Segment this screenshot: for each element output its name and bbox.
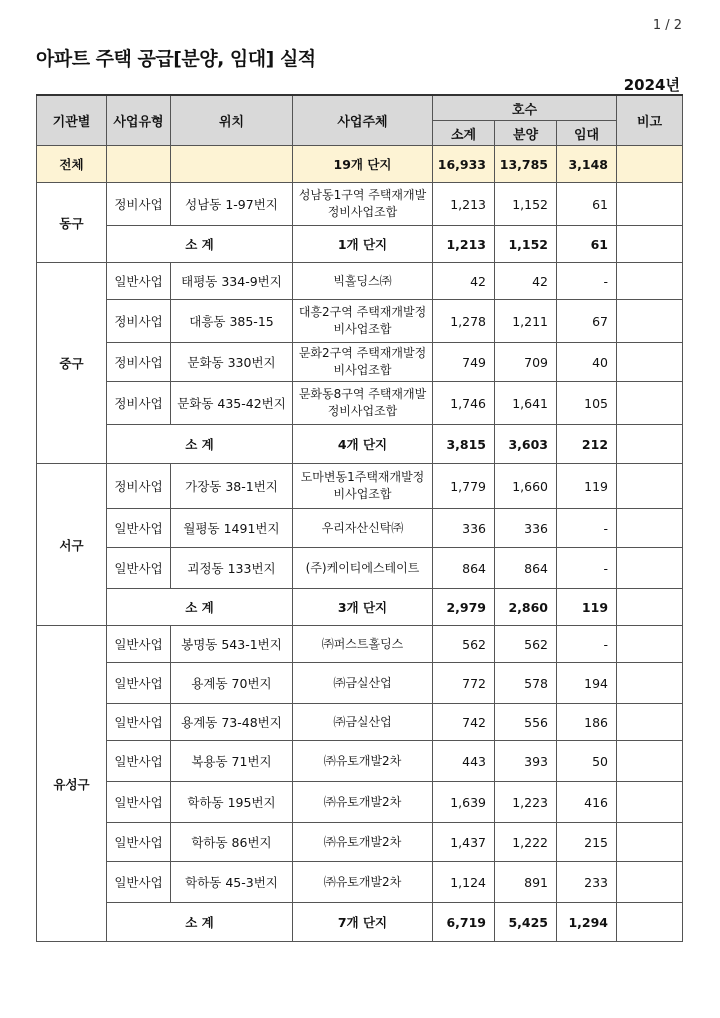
table-row — [37, 263, 683, 300]
subtotal-units: 6,719 — [433, 903, 495, 942]
location-cell: 학하동 195번지 — [171, 782, 293, 823]
operator-cell: ㈜유토개발2차 — [293, 782, 433, 823]
subtotal-complexes: 3개 단지 — [293, 589, 433, 626]
subtotal-complexes: 1개 단지 — [293, 226, 433, 263]
sale-cell: 1,222 — [495, 823, 557, 862]
subtotal-cell: 742 — [433, 704, 495, 741]
total-complexes: 19개 단지 — [293, 146, 433, 183]
table-row — [37, 663, 683, 704]
business-type-cell: 일반사업 — [107, 626, 171, 663]
table-row — [37, 823, 683, 862]
operator-cell: 성남동1구역 주택재개발정비사업조합 — [293, 183, 433, 226]
business-type-cell: 정비사업 — [107, 464, 171, 509]
rental-cell: 215 — [557, 823, 617, 862]
remarks-cell — [617, 509, 683, 548]
rental-cell: 119 — [557, 464, 617, 509]
remarks-cell — [617, 263, 683, 300]
business-type-cell: 일반사업 — [107, 509, 171, 548]
header-units: 호수 — [433, 95, 617, 121]
subtotal-cell: 443 — [433, 741, 495, 782]
location-cell: 학하동 86번지 — [171, 823, 293, 862]
subtotal-rental: 212 — [557, 425, 617, 464]
location-cell: 용계동 73-48번지 — [171, 704, 293, 741]
sale-cell: 578 — [495, 663, 557, 704]
business-type-cell: 일반사업 — [107, 663, 171, 704]
sale-cell: 1,152 — [495, 183, 557, 226]
subtotal-rental: 61 — [557, 226, 617, 263]
table-row — [37, 548, 683, 589]
table-row — [37, 300, 683, 343]
operator-cell: ㈜퍼스트홀딩스 — [293, 626, 433, 663]
subtotal-cell: 1,213 — [433, 183, 495, 226]
subtotal-sale: 2,860 — [495, 589, 557, 626]
sale-cell: 562 — [495, 626, 557, 663]
sale-cell: 42 — [495, 263, 557, 300]
subtotal-cell: 772 — [433, 663, 495, 704]
rental-cell: 416 — [557, 782, 617, 823]
header-remarks: 비고 — [617, 95, 683, 146]
sale-cell: 1,641 — [495, 382, 557, 425]
location-cell: 용계동 70번지 — [171, 663, 293, 704]
subtotal-cell: 1,779 — [433, 464, 495, 509]
table-row — [37, 626, 683, 663]
business-type-cell: 일반사업 — [107, 741, 171, 782]
remarks-cell — [617, 823, 683, 862]
total-sale: 13,785 — [495, 146, 557, 183]
operator-cell: 도마변동1주택재개발정비사업조합 — [293, 464, 433, 509]
operator-cell: ㈜유토개발2차 — [293, 862, 433, 903]
rental-cell: - — [557, 263, 617, 300]
region-name: 동구 — [37, 183, 107, 263]
total-subtotal: 16,933 — [433, 146, 495, 183]
operator-cell: (주)케이티에스테이트 — [293, 548, 433, 589]
remarks-cell — [617, 862, 683, 903]
subtotal-remarks — [617, 903, 683, 942]
location-cell: 가장동 38-1번지 — [171, 464, 293, 509]
subtotal-sale: 1,152 — [495, 226, 557, 263]
subtotal-label: 소 계 — [107, 226, 293, 263]
location-cell: 월평동 1491번지 — [171, 509, 293, 548]
sale-cell: 891 — [495, 862, 557, 903]
housing-supply-table — [36, 94, 683, 942]
sale-cell: 1,211 — [495, 300, 557, 343]
operator-cell: ㈜유토개발2차 — [293, 741, 433, 782]
subtotal-complexes: 4개 단지 — [293, 425, 433, 464]
remarks-cell — [617, 741, 683, 782]
remarks-cell — [617, 704, 683, 741]
location-cell: 태평동 334-9번지 — [171, 263, 293, 300]
sale-cell: 1,223 — [495, 782, 557, 823]
location-cell: 봉명동 543-1번지 — [171, 626, 293, 663]
business-type-cell: 정비사업 — [107, 343, 171, 382]
remarks-cell — [617, 626, 683, 663]
operator-cell: 문화동8구역 주택재개발정비사업조합 — [293, 382, 433, 425]
subtotal-rental: 1,294 — [557, 903, 617, 942]
rental-cell: - — [557, 509, 617, 548]
total-label: 전체 — [37, 146, 107, 183]
subtotal-cell: 1,437 — [433, 823, 495, 862]
document-title: 아파트 주택 공급[분양, 임대] 실적 — [36, 48, 316, 70]
operator-cell: 빅홀딩스㈜ — [293, 263, 433, 300]
business-type-cell: 정비사업 — [107, 183, 171, 226]
rental-cell: 67 — [557, 300, 617, 343]
operator-cell: ㈜금실산업 — [293, 704, 433, 741]
subtotal-units: 1,213 — [433, 226, 495, 263]
rental-cell: - — [557, 626, 617, 663]
business-type-cell: 정비사업 — [107, 300, 171, 343]
remarks-cell — [617, 663, 683, 704]
region-name: 유성구 — [37, 626, 107, 942]
rental-cell: 186 — [557, 704, 617, 741]
total-empty-type — [107, 146, 171, 183]
header-rental: 임대 — [557, 121, 617, 146]
subtotal-units: 3,815 — [433, 425, 495, 464]
subtotal-label: 소 계 — [107, 903, 293, 942]
business-type-cell: 일반사업 — [107, 263, 171, 300]
business-type-cell: 일반사업 — [107, 782, 171, 823]
table-row — [37, 509, 683, 548]
sale-cell: 393 — [495, 741, 557, 782]
subtotal-cell: 1,278 — [433, 300, 495, 343]
business-type-cell: 일반사업 — [107, 548, 171, 589]
rental-cell: 50 — [557, 741, 617, 782]
table-row — [37, 782, 683, 823]
document-year: 2024년 — [623, 76, 680, 94]
remarks-cell — [617, 183, 683, 226]
rental-cell: 105 — [557, 382, 617, 425]
remarks-cell — [617, 464, 683, 509]
header-sale: 분양 — [495, 121, 557, 146]
subtotal-units: 2,979 — [433, 589, 495, 626]
table-row — [37, 704, 683, 741]
remarks-cell — [617, 782, 683, 823]
remarks-cell — [617, 343, 683, 382]
subtotal-sale: 3,603 — [495, 425, 557, 464]
rental-cell: 233 — [557, 862, 617, 903]
subtotal-sale: 5,425 — [495, 903, 557, 942]
remarks-cell — [617, 382, 683, 425]
table-row — [37, 464, 683, 509]
subtotal-rental: 119 — [557, 589, 617, 626]
location-cell: 괴정동 133번지 — [171, 548, 293, 589]
business-type-cell: 일반사업 — [107, 823, 171, 862]
subtotal-row — [37, 425, 683, 464]
subtotal-remarks — [617, 425, 683, 464]
rental-cell: 61 — [557, 183, 617, 226]
rental-cell: 40 — [557, 343, 617, 382]
subtotal-remarks — [617, 589, 683, 626]
subtotal-cell: 1,639 — [433, 782, 495, 823]
business-type-cell: 일반사업 — [107, 862, 171, 903]
location-cell: 학하동 45-3번지 — [171, 862, 293, 903]
subtotal-cell: 864 — [433, 548, 495, 589]
location-cell: 문화동 435-42번지 — [171, 382, 293, 425]
table-row — [37, 382, 683, 425]
location-cell: 문화동 330번지 — [171, 343, 293, 382]
operator-cell: 우리자산신탁㈜ — [293, 509, 433, 548]
total-remarks — [617, 146, 683, 183]
operator-cell: ㈜금실산업 — [293, 663, 433, 704]
rental-cell: 194 — [557, 663, 617, 704]
operator-cell: 대흥2구역 주택재개발정비사업조합 — [293, 300, 433, 343]
header-business-type: 사업유형 — [107, 95, 171, 146]
subtotal-cell: 562 — [433, 626, 495, 663]
subtotal-complexes: 7개 단지 — [293, 903, 433, 942]
subtotal-row — [37, 589, 683, 626]
remarks-cell — [617, 300, 683, 343]
business-type-cell: 정비사업 — [107, 382, 171, 425]
table-row — [37, 183, 683, 226]
subtotal-remarks — [617, 226, 683, 263]
region-name: 서구 — [37, 464, 107, 626]
total-row — [37, 146, 683, 183]
subtotal-cell: 42 — [433, 263, 495, 300]
subtotal-cell: 749 — [433, 343, 495, 382]
sale-cell: 1,660 — [495, 464, 557, 509]
region-name: 중구 — [37, 263, 107, 464]
header-agency: 기관별 — [37, 95, 107, 146]
subtotal-row — [37, 903, 683, 942]
location-cell: 성남동 1-97번지 — [171, 183, 293, 226]
total-rental: 3,148 — [557, 146, 617, 183]
operator-cell: ㈜유토개발2차 — [293, 823, 433, 862]
table-row — [37, 862, 683, 903]
subtotal-cell: 1,746 — [433, 382, 495, 425]
sale-cell: 336 — [495, 509, 557, 548]
header-location: 위치 — [171, 95, 293, 146]
subtotal-cell: 336 — [433, 509, 495, 548]
subtotal-row — [37, 226, 683, 263]
page-number: 1 / 2 — [652, 18, 682, 33]
business-type-cell: 일반사업 — [107, 704, 171, 741]
total-empty-location — [171, 146, 293, 183]
sale-cell: 556 — [495, 704, 557, 741]
operator-cell: 문화2구역 주택재개발정비사업조합 — [293, 343, 433, 382]
subtotal-label: 소 계 — [107, 425, 293, 464]
location-cell: 대흥동 385-15 — [171, 300, 293, 343]
location-cell: 복용동 71번지 — [171, 741, 293, 782]
sale-cell: 864 — [495, 548, 557, 589]
subtotal-label: 소 계 — [107, 589, 293, 626]
subtotal-cell: 1,124 — [433, 862, 495, 903]
rental-cell: - — [557, 548, 617, 589]
remarks-cell — [617, 548, 683, 589]
header-subtotal: 소계 — [433, 121, 495, 146]
header-operator: 사업주체 — [293, 95, 433, 146]
table-row — [37, 741, 683, 782]
sale-cell: 709 — [495, 343, 557, 382]
table-row — [37, 343, 683, 382]
